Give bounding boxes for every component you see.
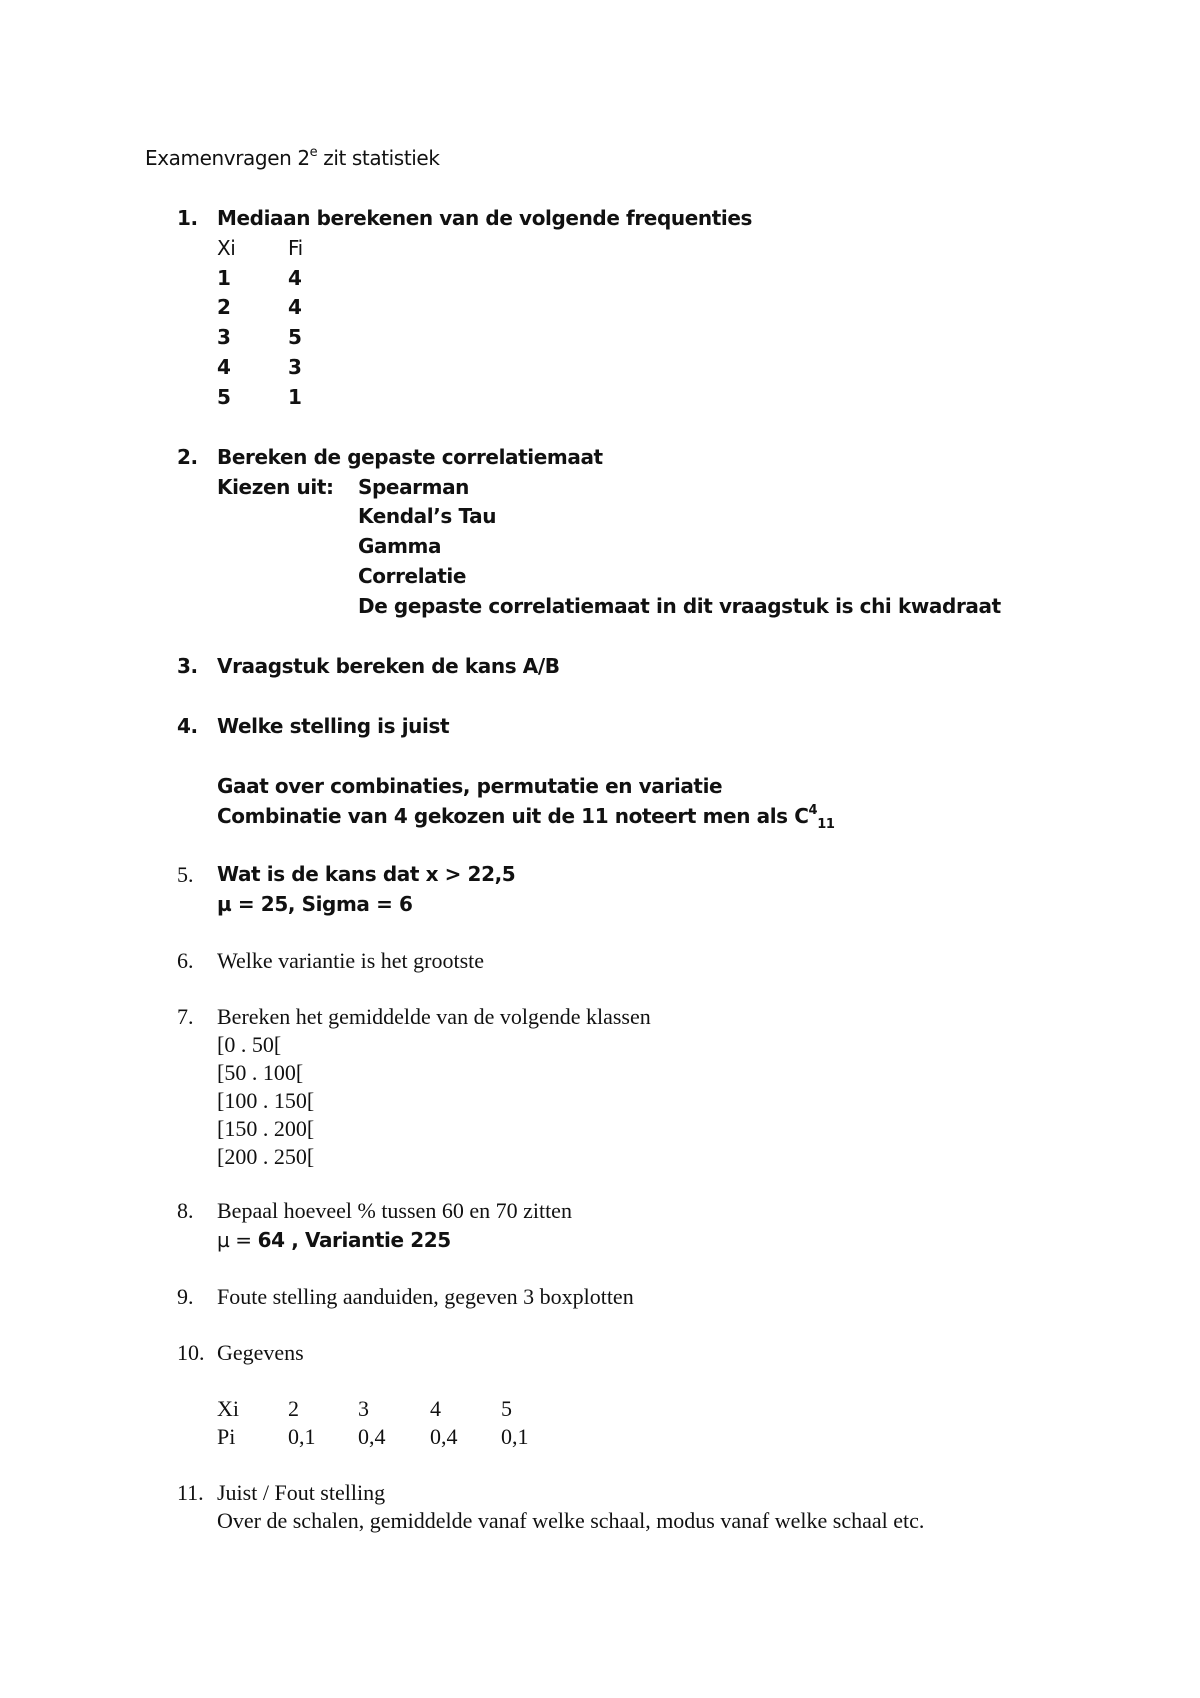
q2-text: Bereken de gepaste correlatiemaat bbox=[217, 445, 603, 469]
q7-class: [50 . 100[ bbox=[217, 1060, 304, 1085]
q2-number: 2. bbox=[177, 445, 198, 469]
q11-number: 11. bbox=[177, 1480, 204, 1505]
q10-pi-value: 0,1 bbox=[501, 1424, 529, 1449]
q4-subscript: 11 bbox=[817, 817, 835, 832]
q8-params-rest: 64 , Variantie 225 bbox=[257, 1228, 451, 1252]
q10-xi-value: 5 bbox=[501, 1396, 512, 1421]
q4-number: 4. bbox=[177, 714, 198, 738]
q8-params-mu: µ = bbox=[217, 1228, 258, 1252]
q2-option: Gamma bbox=[358, 534, 442, 558]
q4-line2 bbox=[217, 803, 835, 832]
q1-row-fi: 4 bbox=[288, 266, 302, 290]
title-text: Examenvragen 2 bbox=[145, 146, 310, 170]
q1-row-xi: 1 bbox=[217, 266, 231, 290]
q2-option: Correlatie bbox=[358, 564, 467, 588]
q7-class: [150 . 200[ bbox=[217, 1116, 315, 1141]
q2-option: De gepaste correlatiemaat in dit vraagstuk is chi kwadraat bbox=[358, 594, 1001, 618]
document-title bbox=[145, 145, 440, 170]
q10-number: 10. bbox=[177, 1340, 205, 1365]
title-rest: zit statistiek bbox=[317, 146, 440, 170]
q6-number: 6. bbox=[177, 948, 194, 973]
q10-text: Gegevens bbox=[217, 1340, 304, 1365]
q10-xi-value: 4 bbox=[430, 1396, 441, 1421]
q4-superscript: 4 bbox=[808, 803, 818, 818]
q1-header-fi: Fi bbox=[288, 236, 303, 260]
q10-pi-value: 0,4 bbox=[430, 1424, 458, 1449]
q6-text: Welke variantie is het grootste bbox=[217, 948, 485, 973]
q10-xi-value: 3 bbox=[358, 1396, 369, 1421]
q4-text: Welke stelling is juist bbox=[217, 714, 450, 738]
q10-xi-label: Xi bbox=[217, 1396, 239, 1421]
q1-row-fi: 5 bbox=[288, 325, 302, 349]
q1-row-xi: 5 bbox=[217, 385, 231, 409]
q10-xi-value: 2 bbox=[288, 1396, 299, 1421]
q7-class: [200 . 250[ bbox=[217, 1144, 315, 1169]
q3-number: 3. bbox=[177, 654, 198, 678]
q2-option: Kendal’s Tau bbox=[358, 504, 497, 528]
q7-text: Bereken het gemiddelde van de volgende klassen bbox=[217, 1004, 651, 1029]
q9-text: Foute stelling aanduiden, gegeven 3 boxplotten bbox=[217, 1284, 634, 1309]
q1-row-fi: 1 bbox=[288, 385, 302, 409]
q7-class: [0 . 50[ bbox=[217, 1032, 282, 1057]
q1-row-fi: 4 bbox=[288, 295, 302, 319]
q1-row-xi: 2 bbox=[217, 295, 231, 319]
q8-text: Bepaal hoeveel % tussen 60 en 70 zitten bbox=[217, 1198, 572, 1223]
q11-line1: Over de schalen, gemiddelde vanaf welke schaal, modus vanaf welke schaal etc. bbox=[217, 1508, 925, 1533]
q5-number: 5. bbox=[177, 862, 194, 887]
q7-number: 7. bbox=[177, 1004, 194, 1029]
q2-choose-label: Kiezen uit: bbox=[217, 475, 334, 499]
q9-number: 9. bbox=[177, 1284, 194, 1309]
q7-class: [100 . 150[ bbox=[217, 1088, 315, 1113]
q10-pi-value: 0,1 bbox=[288, 1424, 316, 1449]
q11-text: Juist / Fout stelling bbox=[217, 1480, 386, 1505]
q3-text: Vraagstuk bereken de kans A/B bbox=[217, 654, 560, 678]
q4-line1: Gaat over combinaties, permutatie en variatie bbox=[217, 774, 723, 798]
q1-row-fi: 3 bbox=[288, 355, 302, 379]
q1-row-xi: 3 bbox=[217, 325, 231, 349]
q1-text: Mediaan berekenen van de volgende frequenties bbox=[217, 206, 753, 230]
q1-number: 1. bbox=[177, 206, 198, 230]
q10-pi-value: 0,4 bbox=[358, 1424, 386, 1449]
q4-line2-text: Combinatie van 4 gekozen uit de 11 noteert men als C bbox=[217, 804, 809, 828]
q2-option: Spearman bbox=[358, 475, 470, 499]
q8-number: 8. bbox=[177, 1198, 194, 1223]
q5-params: µ = 25, Sigma = 6 bbox=[217, 892, 413, 916]
q1-header-xi: Xi bbox=[217, 236, 236, 260]
q1-row-xi: 4 bbox=[217, 355, 231, 379]
q10-pi-label: Pi bbox=[217, 1424, 236, 1449]
q8-params bbox=[217, 1230, 451, 1250]
title-superscript: e bbox=[309, 145, 318, 160]
q5-text: Wat is de kans dat x > 22,5 bbox=[217, 862, 516, 886]
